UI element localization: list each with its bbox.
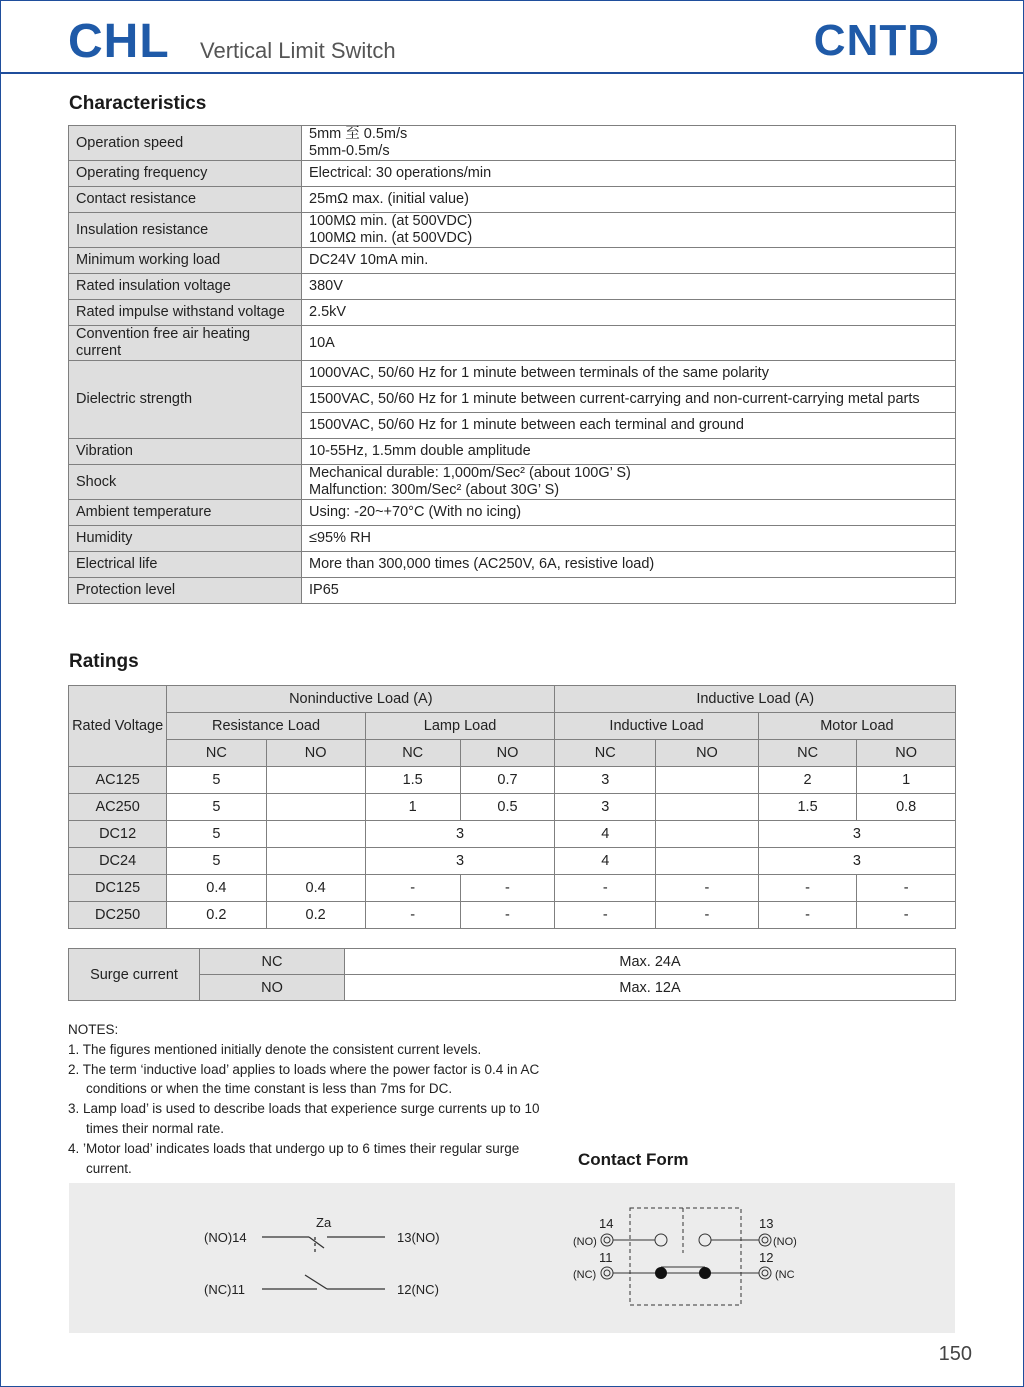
rated-voltage-header: Rated Voltage [69, 686, 167, 767]
characteristic-value-line: 100MΩ min. (at 500VDC) [309, 230, 473, 246]
lamp-nc-header: NC [365, 740, 460, 767]
model-title: CHL [68, 15, 170, 68]
characteristics-row [69, 326, 956, 361]
inductive-nc-cell: - [555, 875, 656, 902]
characteristics-row [69, 439, 956, 465]
characteristics-row [69, 526, 956, 552]
surge-value-nc: Max. 24A [345, 949, 956, 975]
characteristics-table [68, 125, 956, 604]
characteristic-value-line: ≤95% RH [309, 530, 371, 546]
characteristic-value-line: Malfunction: 300m/Sec² (about 30G’ S) [309, 482, 560, 498]
characteristics-row [69, 161, 956, 187]
characteristics-row [69, 500, 956, 526]
notes-section [68, 1020, 548, 1178]
characteristic-label: Dielectric strength [69, 361, 302, 439]
terminal-no-right-label: (NO) [773, 1236, 797, 1248]
motor-no-cell: - [857, 902, 956, 929]
rated-voltage-cell: DC125 [69, 875, 167, 902]
characteristics-row [69, 465, 956, 500]
characteristic-value-line: 10-55Hz, 1.5mm double amplitude [309, 443, 531, 459]
rated-voltage-cell: AC125 [69, 767, 167, 794]
characteristic-value [302, 500, 956, 526]
resistance-no-cell [266, 767, 365, 794]
terminal-no-left-label: (NO) [573, 1236, 597, 1248]
characteristic-value [302, 526, 956, 552]
inductive-header: Inductive Load (A) [555, 686, 956, 713]
lamp-nc-cell: 1.5 [365, 767, 460, 794]
resistance-no-cell [266, 821, 365, 848]
characteristics-heading: Characteristics [69, 93, 207, 114]
motor-load-header: Motor Load [758, 713, 955, 740]
characteristic-value-line: 10A [309, 334, 335, 351]
inductive-no-cell [656, 848, 759, 875]
ratings-row [69, 875, 956, 902]
inductive-no-cell [656, 767, 759, 794]
ind-nc-header: NC [555, 740, 656, 767]
symbol-nc11-label: (NC)11 [204, 1282, 245, 1297]
surge-contact-nc: NC [200, 949, 345, 975]
characteristic-label: Operating frequency [69, 161, 302, 187]
motor-no-cell: 1 [857, 767, 956, 794]
contact-diagram-svg [69, 1183, 955, 1333]
lamp-nc-cell: 1 [365, 794, 460, 821]
page-header [0, 0, 1024, 74]
resistance-nc-cell: 0.4 [167, 875, 266, 902]
characteristic-value-line: DC24V 10mA min. [309, 252, 429, 268]
notes-heading: NOTES: [68, 1022, 119, 1037]
surge-current-table [68, 948, 956, 1001]
note-item: 2. The term ‘inductive load’ applies to loads where the power factor is 0.4 in AC conditions or when the time constant is less than 7ms for DC. [68, 1061, 540, 1097]
characteristic-value [302, 326, 956, 361]
ratings-row [69, 767, 956, 794]
rated-voltage-cell: DC24 [69, 848, 167, 875]
terminal-11-label: 11 [599, 1250, 613, 1265]
motor-nc-cell: 1.5 [758, 794, 857, 821]
note-item: 4. ’Motor load’ indicates loads that undergo up to 6 times their regular surge current. [68, 1140, 520, 1176]
ratings-heading: Ratings [69, 651, 139, 672]
rated-voltage-cell: DC12 [69, 821, 167, 848]
characteristics-row [69, 552, 956, 578]
characteristic-value-line: More than 300,000 times (AC250V, 6A, resistive load) [309, 556, 655, 572]
inductive-no-cell [656, 821, 759, 848]
ratings-row [69, 902, 956, 929]
characteristic-value [302, 126, 956, 161]
characteristic-value-line: Mechanical durable: 1,000m/Sec² (about 100G’ S) [309, 465, 631, 481]
characteristic-value [302, 439, 956, 465]
symbol-no14-label: (NO)14 [204, 1230, 247, 1245]
ind-no-header: NO [656, 740, 759, 767]
lamp-no-cell: 0.7 [460, 767, 555, 794]
motor-no-cell: 0.8 [857, 794, 956, 821]
characteristic-label: Humidity [69, 526, 302, 552]
symbol-nc12-label: 12(NC) [397, 1282, 439, 1297]
characteristic-label: Vibration [69, 439, 302, 465]
motor-load-cell: 3 [758, 848, 955, 875]
characteristic-value [302, 248, 956, 274]
resistance-nc-cell: 5 [167, 794, 266, 821]
ratings-table [68, 685, 956, 929]
terminal-nc-right-label: (NC [775, 1269, 795, 1281]
resistance-no-cell: 0.2 [266, 902, 365, 929]
characteristic-label: Protection level [69, 578, 302, 604]
characteristic-value [302, 578, 956, 604]
inductive-no-cell: - [656, 875, 759, 902]
inductive-nc-cell: - [555, 902, 656, 929]
ratings-row [69, 848, 956, 875]
noninductive-header: Noninductive Load (A) [167, 686, 555, 713]
res-nc-header: NC [167, 740, 266, 767]
characteristics-row [69, 300, 956, 326]
lamp-no-header: NO [460, 740, 555, 767]
contact-form-heading: Contact Form [578, 1150, 689, 1169]
characteristic-label: Insulation resistance [69, 213, 302, 248]
motor-no-cell: - [857, 875, 956, 902]
motor-nc-cell: - [758, 902, 857, 929]
inductive-nc-cell: 4 [555, 848, 656, 875]
characteristic-value: 1500VAC, 50/60 Hz for 1 minute between each terminal and ground [302, 413, 956, 439]
characteristic-value: 1000VAC, 50/60 Hz for 1 minute between terminals of the same polarity [302, 361, 956, 387]
characteristic-value [302, 300, 956, 326]
inductive-nc-cell: 3 [555, 767, 656, 794]
symbol-no13-label: 13(NO) [397, 1230, 440, 1245]
lamp-nc-cell: - [365, 875, 460, 902]
lamp-load-cell: 3 [365, 848, 555, 875]
characteristic-label: Rated impulse withstand voltage [69, 300, 302, 326]
lamp-no-cell: 0.5 [460, 794, 555, 821]
characteristic-label: Electrical life [69, 552, 302, 578]
terminal-14-label: 14 [599, 1216, 614, 1231]
characteristics-row [69, 187, 956, 213]
lamp-no-cell: - [460, 875, 555, 902]
characteristics-row [69, 126, 956, 161]
rated-voltage-cell: DC250 [69, 902, 167, 929]
motor-nc-cell: - [758, 875, 857, 902]
characteristic-value [302, 187, 956, 213]
mot-nc-header: NC [758, 740, 857, 767]
lamp-nc-cell: - [365, 902, 460, 929]
surge-current-label: Surge current [69, 949, 200, 1001]
characteristic-label: Ambient temperature [69, 500, 302, 526]
inductive-no-cell [656, 794, 759, 821]
characteristics-row [69, 213, 956, 248]
characteristics-row [69, 248, 956, 274]
ratings-row [69, 821, 956, 848]
characteristic-value [302, 161, 956, 187]
characteristic-value [302, 465, 956, 500]
inductive-nc-cell: 3 [555, 794, 656, 821]
resistance-no-cell [266, 794, 365, 821]
characteristic-label: Operation speed [69, 126, 302, 161]
characteristic-value-line: IP65 [309, 582, 339, 598]
resistance-nc-cell: 5 [167, 821, 266, 848]
surge-value-no: Max. 12A [345, 975, 956, 1001]
characteristic-value-line: 5mm-0.5m/s [309, 143, 390, 159]
lamp-load-header: Lamp Load [365, 713, 555, 740]
characteristic-label: Contact resistance [69, 187, 302, 213]
characteristics-row [69, 361, 956, 387]
characteristic-label: Rated insulation voltage [69, 274, 302, 300]
inductive-load-header: Inductive Load [555, 713, 758, 740]
surge-contact-no: NO [200, 975, 345, 1001]
inductive-no-cell: - [656, 902, 759, 929]
characteristic-value-line: Using: -20~+70°C (With no icing) [309, 504, 522, 520]
characteristic-value-line: 100MΩ min. (at 500VDC) [309, 213, 473, 229]
characteristic-value-line: 2.5kV [309, 304, 347, 320]
characteristic-value [302, 274, 956, 300]
characteristic-label: Minimum working load [69, 248, 302, 274]
ratings-row [69, 794, 956, 821]
characteristic-value-line: 5mm 至 0.5m/s [309, 126, 408, 142]
lamp-no-cell: - [460, 902, 555, 929]
resistance-load-header: Resistance Load [167, 713, 366, 740]
note-item: 3. Lamp load’ is used to describe loads that experience surge currents up to 10 times their normal rate. [68, 1101, 540, 1136]
resistance-no-cell [266, 848, 365, 875]
characteristic-value [302, 552, 956, 578]
brand-logo: CNTD [813, 16, 940, 65]
terminal-nc-left-label: (NC) [573, 1269, 597, 1281]
res-no-header: NO [266, 740, 365, 767]
lamp-load-cell: 3 [365, 821, 555, 848]
motor-load-cell: 3 [758, 821, 955, 848]
terminal-13-label: 13 [759, 1216, 774, 1231]
resistance-no-cell: 0.4 [266, 875, 365, 902]
characteristic-value: 1500VAC, 50/60 Hz for 1 minute between current-carrying and non-current-carrying metal parts [302, 387, 956, 413]
characteristic-value-line: Electrical: 30 operations/min [309, 165, 492, 181]
symbol-za-label: Za [316, 1215, 332, 1230]
resistance-nc-cell: 5 [167, 848, 266, 875]
characteristic-label: Convention free air heating current [69, 326, 302, 361]
characteristic-value-line: 25mΩ max. (initial value) [309, 191, 469, 207]
rated-voltage-cell: AC250 [69, 794, 167, 821]
characteristics-row [69, 578, 956, 604]
inductive-nc-cell: 4 [555, 821, 656, 848]
product-subtitle: Vertical Limit Switch [200, 38, 396, 63]
page-number: 150 [938, 1343, 972, 1365]
resistance-nc-cell: 0.2 [167, 902, 266, 929]
characteristics-row [69, 274, 956, 300]
characteristic-value-line: 380V [309, 278, 343, 294]
note-item: 1. The figures mentioned initially denote the consistent current levels. [68, 1041, 482, 1057]
terminal-12-label: 12 [759, 1250, 774, 1265]
characteristic-label: Shock [69, 465, 302, 500]
characteristic-value [302, 213, 956, 248]
contact-form-diagram [69, 1183, 955, 1333]
contact-schematic [601, 1208, 774, 1305]
motor-nc-cell: 2 [758, 767, 857, 794]
resistance-nc-cell: 5 [167, 767, 266, 794]
mot-no-header: NO [857, 740, 956, 767]
switch-symbol [262, 1237, 385, 1289]
